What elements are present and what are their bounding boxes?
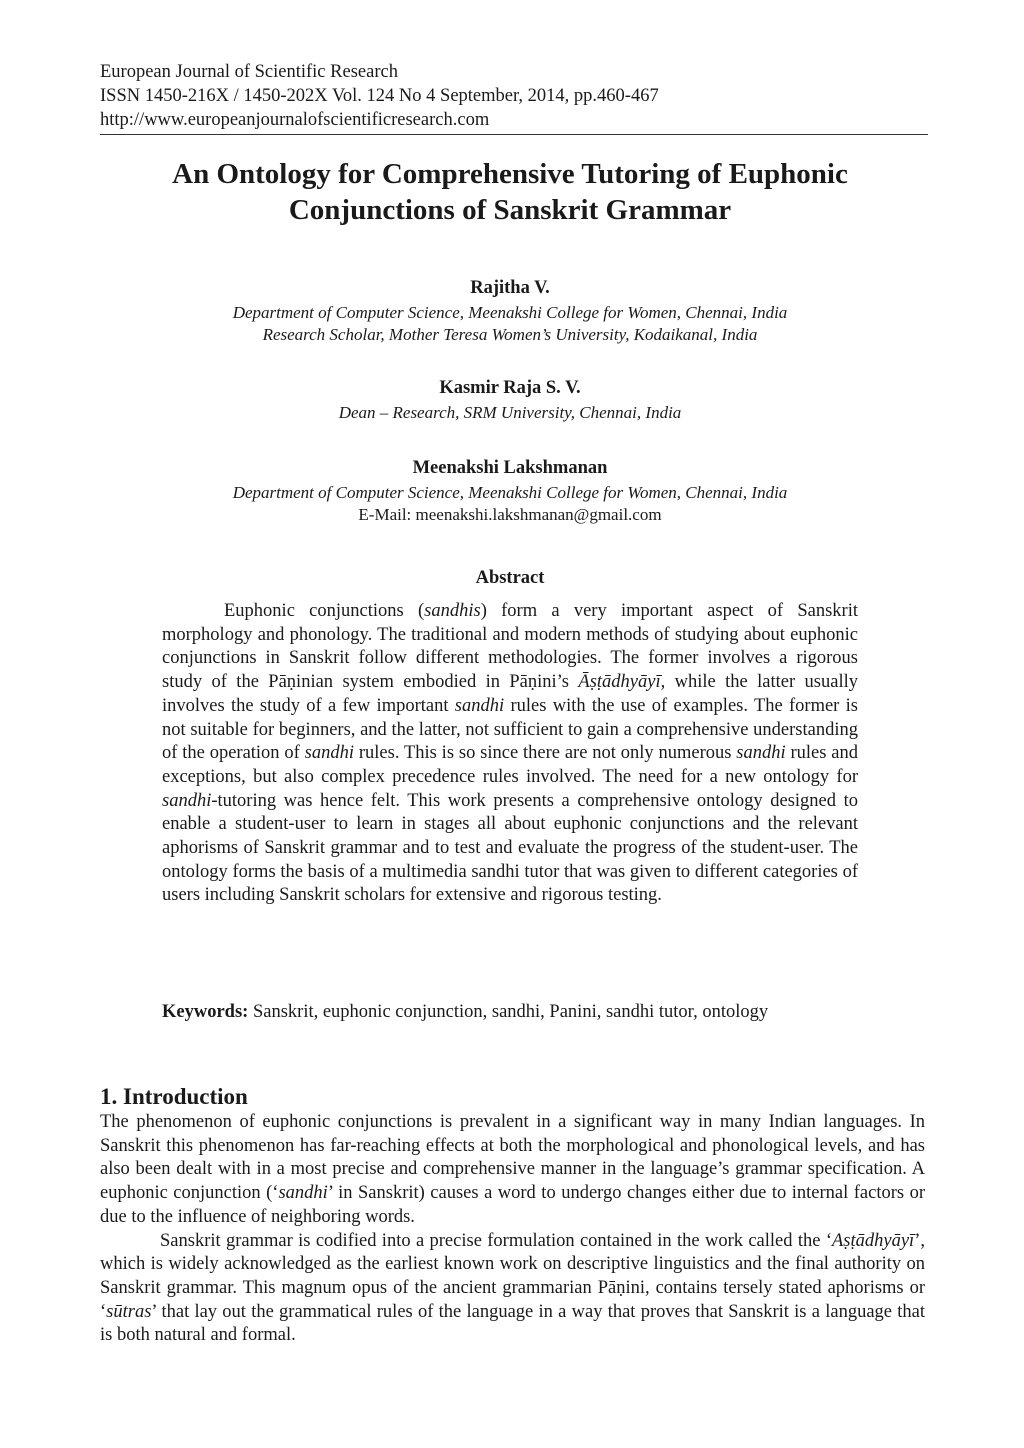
text-run: ) form a very important aspect of Sanskrit morphology and phonology. The traditional and modern methods of studying about euphonic conjunctions in Sanskrit follow different methodologies. The former involves a rigorous study of the Pāṇinian system embodied in Pāṇini’s [162, 601, 858, 693]
text-run: rules and exceptions, but also complex precedence rules involved. The need for a new ontology for [162, 743, 858, 787]
text-run: , while the latter usually involves the study of a few important [162, 672, 858, 716]
journal-name: European Journal of Scientific Research [100, 62, 398, 82]
keywords-text: Sanskrit, euphonic conjunction, sandhi, Panini, sandhi tutor, ontology [248, 1002, 769, 1022]
paragraph [100, 1111, 925, 1230]
author-affiliation: Research Scholar, Mother Teresa Women’s University, Kodaikanal, India [262, 325, 758, 344]
title-line-1: An Ontology for Comprehensive Tutoring of Euphonic [172, 158, 848, 190]
text-run: Sanskrit grammar is codified into a precise formulation contained in the work called the ‘ [160, 1230, 832, 1251]
italic-term: sandhis [424, 601, 481, 621]
italic-term: sandhi [278, 1183, 328, 1204]
author-affiliation: Department of Computer Science, Meenakshi College for Women, Chennai, India [232, 483, 788, 502]
paragraph [100, 1230, 925, 1349]
author-3 [100, 456, 920, 526]
text-run: ’, which is widely acknowledged as the earliest known work on descriptive linguistics and the final authority on Sanskrit grammar. This magnum opus of the ancient grammarian Pāṇini, contains tersely stated aphorisms or ‘ [100, 1230, 925, 1322]
author-affiliation: Dean – Research, SRM University, Chennai, India [338, 403, 682, 422]
text-run: rules with the use of examples. The former is not suitable for beginners, and the latter, not sufficient to gain a comprehensive understanding of the operation of [162, 695, 858, 764]
text-run: The phenomenon of euphonic conjunctions is prevalent in a significant way in many Indian languages. In Sanskrit this phenomenon has far-reaching effects at both the morphological and phonological levels, and has also been dealt with in a most precise and comprehensive manner in the language’s grammar specification. A euphonic conjunction (‘ [100, 1112, 925, 1204]
abstract-body [162, 600, 858, 908]
italic-term: sūtras [106, 1301, 152, 1322]
abstract-heading: Abstract [475, 568, 545, 588]
paper-title [100, 156, 920, 228]
italic-term: Āṣṭādhyāyī [578, 672, 661, 693]
italic-term: sandhi [736, 743, 786, 764]
introduction-body [100, 1111, 925, 1348]
keywords-label: Keywords: [162, 1002, 249, 1022]
keywords [162, 1000, 882, 1024]
text-run: Euphonic conjunctions ( [224, 601, 425, 621]
italic-term: sandhi- [162, 790, 218, 811]
author-name: Kasmir Raja S. V. [439, 378, 581, 398]
author-name: Meenakshi Lakshmanan [412, 458, 608, 478]
title-line-2: Conjunctions of Sanskrit Grammar [288, 194, 732, 226]
issn-line: ISSN 1450-216X / 1450-202X Vol. 124 No 4 September, 2014, pp.460-467 [100, 86, 659, 106]
italic-term: sandhi [454, 695, 505, 716]
author-name: Rajitha V. [470, 278, 550, 298]
italic-term: Aṣṭādhyāyī [832, 1230, 915, 1251]
journal-url: http://www.europeanjournalofscientificresearch.com [100, 110, 490, 130]
italic-term: sandhi [304, 743, 355, 764]
text-run: ’ that lay out the grammatical rules of the language in a way that proves that Sanskrit is a language that is both natural and formal. [100, 1301, 925, 1346]
section-heading-introduction: 1. Introduction [100, 1084, 248, 1109]
text-run: tutoring was hence felt. This work presents a comprehensive ontology designed to enable a student-user to learn in stages all about euphonic conjunctions and the relevant aphorisms of Sanskrit grammar and to test and evaluate the progress of the student-user. The ontology forms the basis of a multimedia sandhi tutor that was given to different categories of users including Sanskrit scholars for extensive and rigorous testing. [162, 790, 858, 906]
author-1 [100, 276, 920, 346]
author-email: E-Mail: meenakshi.lakshmanan@gmail.com [358, 505, 662, 524]
journal-header [100, 60, 928, 135]
text-run: rules. This is so since there are not only numerous [354, 743, 737, 764]
text-run: ’ in Sanskrit) causes a word to undergo changes either due to internal factors or due to the influence of neighboring words. [100, 1183, 926, 1227]
author-2 [100, 376, 920, 424]
author-affiliation: Department of Computer Science, Meenakshi College for Women, Chennai, India [232, 303, 788, 322]
